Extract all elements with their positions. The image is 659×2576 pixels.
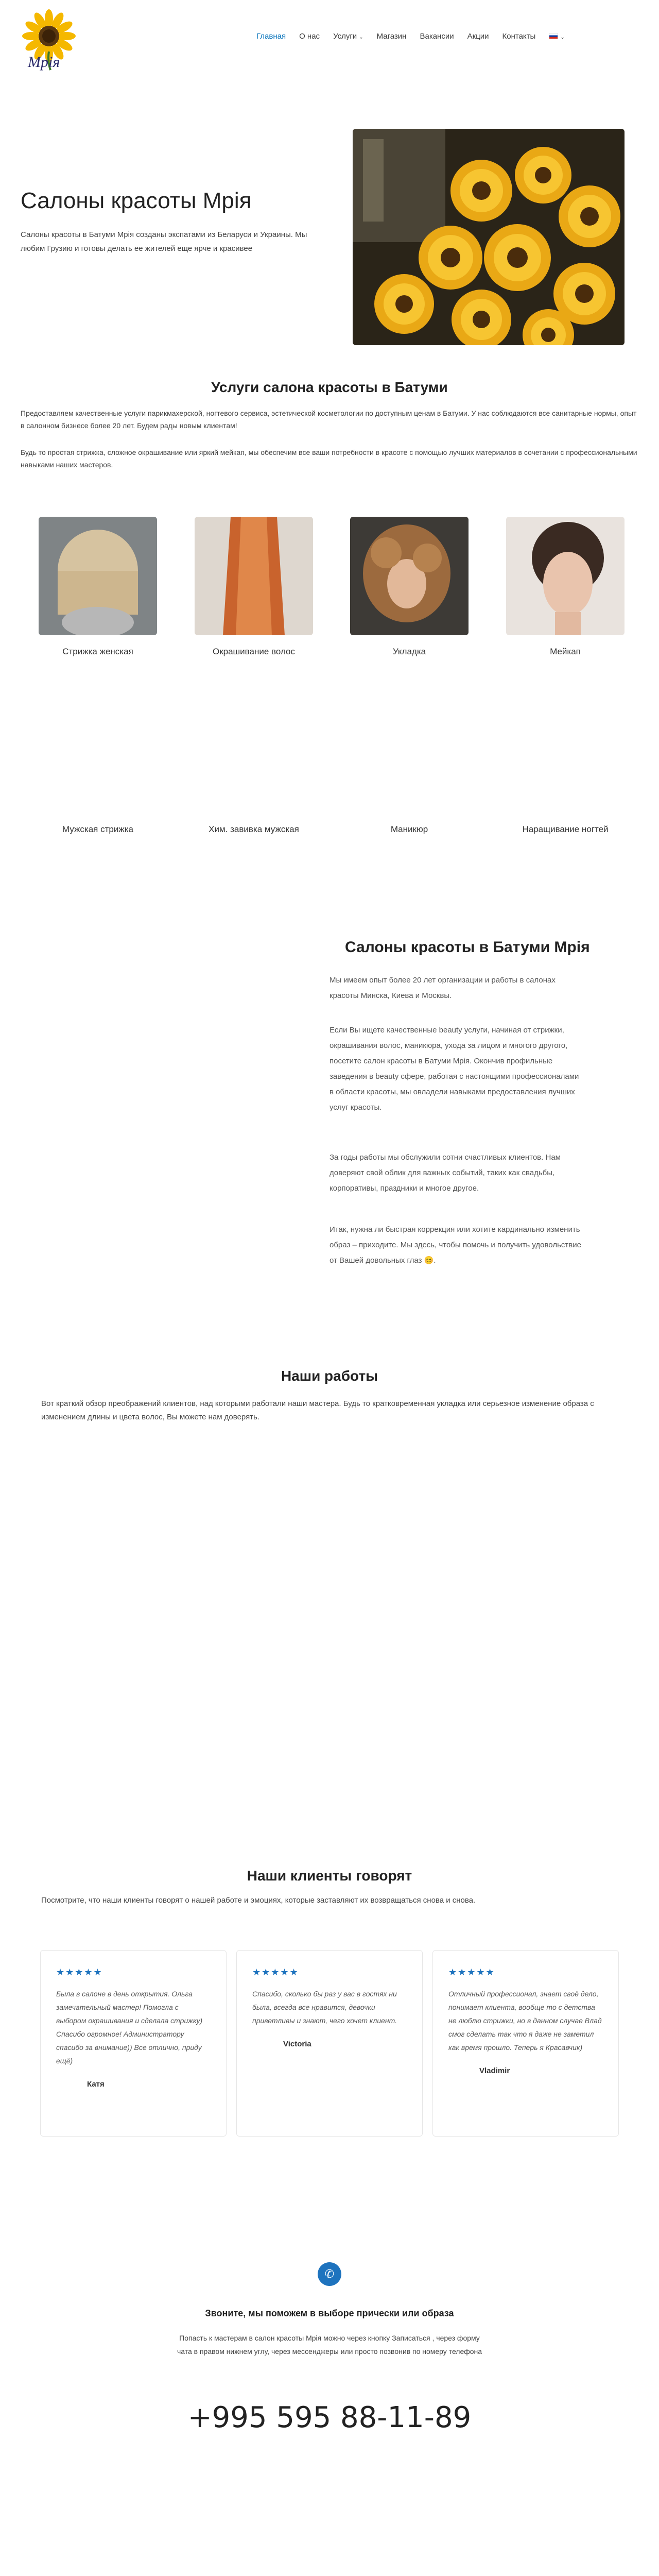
service-label: Окрашивание волос <box>212 647 296 656</box>
service-photo-makeup <box>506 517 625 635</box>
review-card <box>40 1950 227 2137</box>
services-para-1: Предоставляем качественные услуги парикмахерской, ногтевого сервиса, эстетической косметологии по доступным ценам в Батуми. У нас соблюдаются все санитарные нормы, опыт в салонном бизнесе более 20 лет. Будем рады новым клиентам! <box>21 409 637 430</box>
rating-stars: ★★★★★ <box>56 1967 103 1977</box>
services-para-2: Будь то простая стрижка, сложное окрашивание или яркий мейкап, мы обеспечим все ваши потребности в красоте с помощью лучших материалов в сочетании с профессиональными навыками наших мастеров. <box>21 448 637 469</box>
nav-promotions[interactable]: Акции <box>467 32 489 41</box>
review-author: Victoria <box>283 2040 311 2048</box>
service-photo-curly-styling <box>350 517 469 635</box>
flag-icon <box>549 33 558 39</box>
service-card[interactable] <box>195 517 313 657</box>
about-para-2: Если Вы ищете качественные beauty услуги, начиная от стрижки, окрашивания волос, маникюра, ухода за лицом и многого другого, посетите салон красоты в Батуми Мрія. Окончив профильные заведения в beauty сфере, работая с настоящими профессионалами в области красоты, мы овладели навыками предоставления лучших услуг красоты. <box>330 1026 579 1112</box>
rating-stars: ★★★★★ <box>252 1967 299 1977</box>
nav-shop[interactable]: Магазин <box>376 32 407 41</box>
review-author: Катя <box>87 2080 105 2089</box>
call-title: Звоните, мы поможем в выборе прически или образа <box>205 2308 454 2318</box>
service-card[interactable] <box>506 517 625 657</box>
nav-vacancies[interactable]: Вакансии <box>420 32 454 41</box>
main-nav <box>250 32 571 41</box>
about-para-1: Мы имеем опыт более 20 лет организации и работы в салонах красоты Минска, Киева и Москвы. <box>330 976 556 1000</box>
site-header <box>0 0 659 80</box>
chevron-down-icon: ⌄ <box>359 35 363 40</box>
nav-services-label: Услуги <box>333 32 357 41</box>
review-author: Vladimir <box>479 2066 510 2075</box>
logo[interactable] <box>21 9 82 71</box>
review-card <box>432 1950 619 2137</box>
services-title: Услуги салона красоты в Батуми <box>211 379 448 395</box>
chevron-down-icon: ⌄ <box>560 35 565 40</box>
rating-stars: ★★★★★ <box>448 1967 495 1977</box>
service-label[interactable]: Мужская стрижка <box>62 824 133 834</box>
service-label: Укладка <box>392 647 426 656</box>
reviews-subtitle: Посмотрите, что наши клиенты говорят о нашей работе и эмоциях, которые заставляют их возвращаться снова и снова. <box>41 1896 476 1905</box>
service-label: Стрижка женская <box>62 647 133 656</box>
about-para-4: Итак, нужна ли быстрая коррекция или хотите кардинально изменить образ – приходите. Мы здесь, чтобы помочь и получить удовольствие от Вашей довольных глаз 😊. <box>330 1225 581 1265</box>
phone-icon: ✆ <box>318 2262 341 2286</box>
about-title: Салоны красоты в Батуми Мрія <box>345 939 590 956</box>
nav-about[interactable]: О нас <box>299 32 320 41</box>
language-switcher[interactable] <box>542 32 571 41</box>
review-text: Была в салоне в день открытия. Ольга замечательный мастер! Помогла с выбором окрашивания и сделала стрижку) Спасибо огромное! Администратору спасибо за внимание)) Все отлично, приду ещё) <box>56 1990 203 2065</box>
service-label[interactable]: Наращивание ногтей <box>522 824 609 834</box>
nav-home[interactable]: Главная <box>256 32 286 41</box>
nav-services[interactable] <box>326 32 370 41</box>
logo-text: Мрія <box>28 54 60 71</box>
hero-title: Салоны красоты Мрія <box>21 188 252 213</box>
service-card[interactable] <box>39 517 157 657</box>
works-title: Наши работы <box>281 1368 378 1384</box>
service-label: Мейкап <box>550 647 581 656</box>
service-card[interactable] <box>350 517 469 657</box>
service-label[interactable]: Хим. завивка мужская <box>209 824 299 834</box>
review-text: Отличный профессионал, знает своё дело, понимает клиента, вообще то с детства не люблю стрижки, но в данном случае Влад смог сделать так что я даже не заметил как время прошло. Теперь я Красавчик) <box>448 1990 602 2052</box>
about-para-3: За годы работы мы обслужили сотни счастливых клиентов. Нам доверяют свой облик для важных событий, таких как свадьбы, корпоративы, праздники и многое другое. <box>330 1153 561 1193</box>
call-text: Попасть к мастерам в салон красоты Мрія можно через кнопку Записаться , через форму чата в правом нижнем углу, через мессенджеры или просто позвонив по номеру телефона <box>177 2334 482 2355</box>
works-text: Вот краткий обзор преображений клиентов, над которыми работали наши мастера. Будь то кратковременная укладка или серьезное изменение образа с изменением длины и цвета волос, Вы можете нам доверять. <box>41 1399 594 1421</box>
reviews-title: Наши клиенты говорят <box>247 1868 412 1884</box>
hero-text: Салоны красоты в Батуми Мрія созданы экспатами из Беларуси и Украины. Мы любим Грузию и готовы делать ее жителей еще ярче и красивее <box>21 230 307 253</box>
review-card <box>236 1950 423 2137</box>
hero-sunflowers-image <box>353 129 625 345</box>
service-label[interactable]: Маникюр <box>390 824 428 834</box>
phone-number[interactable]: +995 595 88-11-89 <box>187 2401 472 2434</box>
review-text: Спасибо, сколько бы раз у вас в гостях ни была, всегда все нравится, девочки приветливы и знают, чего хочет клиент. <box>252 1990 397 2025</box>
nav-contacts[interactable]: Контакты <box>502 32 536 41</box>
service-photo-hair-coloring <box>195 517 313 635</box>
service-photo-bob-haircut <box>39 517 157 635</box>
